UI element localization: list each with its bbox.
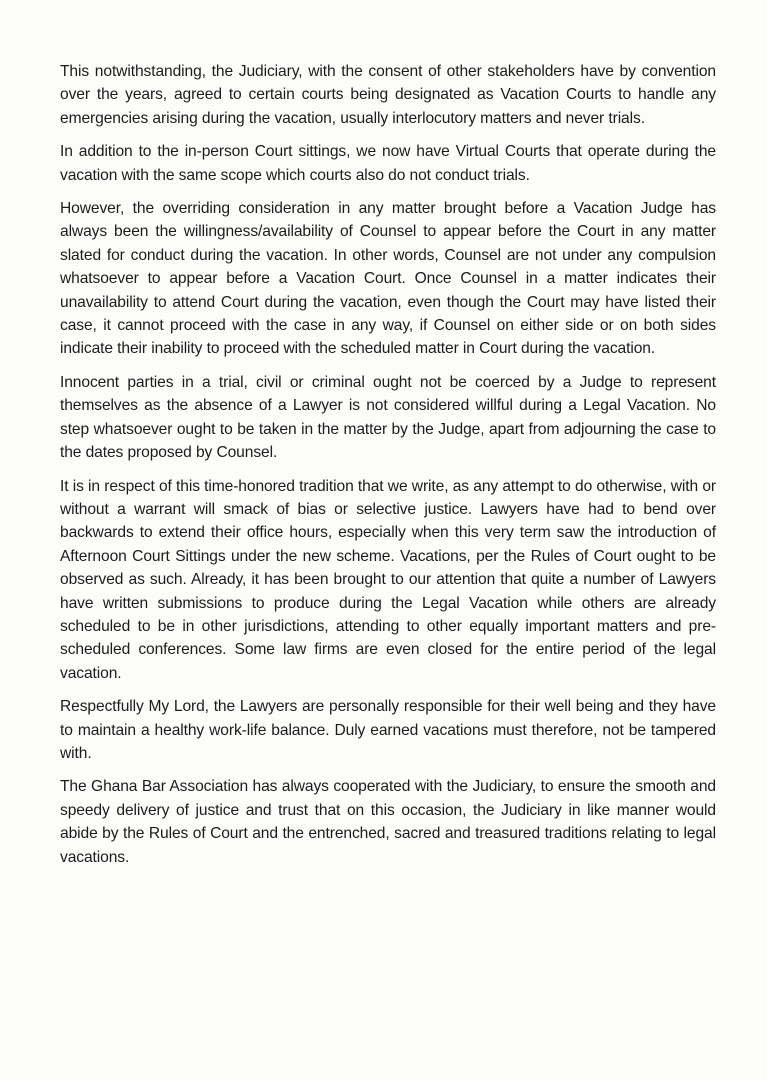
paragraph-2: In addition to the in-person Court sittings, we now have Virtual Courts that operate during the vacation with the same scope which courts also do not conduct trials. bbox=[60, 143, 716, 184]
paragraph-7: The Ghana Bar Association has always cooperated with the Judiciary, to ensure the smooth and speedy delivery of justice and trust that on this occasion, the Judiciary in like manner would abide by the Rules of Court and the entrenched, sacred and treasured traditions relating to legal vacations. bbox=[60, 778, 716, 866]
paragraph-1: This notwithstanding, the Judiciary, with the consent of other stakeholders have by convention over the years, agreed to certain courts being designated as Vacation Courts to handle any emergencies arising during the vacation, usually interlocutory matters and never trials. bbox=[60, 63, 716, 127]
paragraph-6: Respectfully My Lord, the Lawyers are personally responsible for their well being and they have to maintain a healthy work-life balance. Duly earned vacations must therefore, not be tampered with. bbox=[60, 698, 716, 762]
letter-body bbox=[60, 60, 716, 879]
paragraph-3: However, the overriding consideration in any matter brought before a Vacation Judge has always been the willingness/availability of Counsel to appear before the Court in any matter slated for conduct during the vacation. In other words, Counsel are not under any compulsion whatsoever to appear before a Vacation Court. Once Counsel in a matter indicates their unavailability to attend Court during the vacation, even though the Court may have listed their case, it cannot proceed with the case in any way, if Counsel on either side or on both sides indicate their inability to proceed with the scheduled matter in Court during the vacation. bbox=[60, 200, 716, 358]
paragraph-4: Innocent parties in a trial, civil or criminal ought not be coerced by a Judge to represent themselves as the absence of a Lawyer is not considered willful during a Legal Vacation. No step whatsoever ought to be taken in the matter by the Judge, apart from adjourning the case to the dates proposed by Counsel. bbox=[60, 373, 716, 462]
paragraph-5: It is in respect of this time-honored tradition that we write, as any attempt to do otherwise, with or without a warrant will smack of bias or selective justice. Lawyers have had to bend over backwards to extend their office hours, especially when this very term saw the introduction of Afternoon Court Sittings under the new scheme. Vacations, per the Rules of Court ought to be observed as such. Already, it has been brought to our attention that quite a number of Lawyers have written submissions to produce during the Legal Vacation while others are already scheduled to be in other jurisdictions, attending to other equally important matters and pre-scheduled conferences. Some law firms are even closed for the entire period of the legal vacation. bbox=[60, 477, 716, 682]
